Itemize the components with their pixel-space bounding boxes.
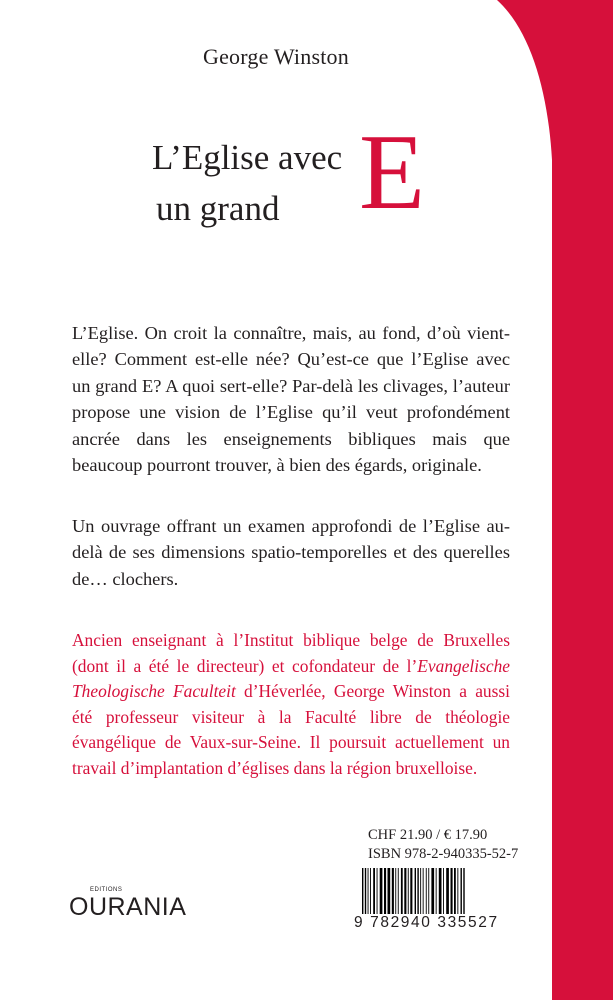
barcode-bar <box>368 868 369 920</box>
author-name: George Winston <box>203 44 349 69</box>
barcode-bar <box>439 868 442 920</box>
barcode-bar <box>377 868 378 920</box>
barcode-bar <box>436 868 437 920</box>
bio-italic-name: Evangelische Theologische Faculteit <box>72 655 510 702</box>
isbn-label: ISBN 978-2-940335-52-7 <box>368 846 519 862</box>
bio-text-1: Ancien enseignant à l’Institut biblique belge de Bruxelles (dont il a été le directeur) et cofondateur de l’ <box>72 630 510 676</box>
title-line-2: un grand <box>156 189 280 228</box>
publisher-logo: OURANIA <box>69 893 187 921</box>
barcode-bar <box>370 868 371 920</box>
title-line-1: L’Eglise avec <box>152 138 343 177</box>
description-paragraph-1: L’Eglise. On croit la connaître, mais, au fond, d’où vient-elle? Comment est-elle née? Qu’est-ce que l’Eglise avec un grand E? A quoi sert-elle? Par-delà les clivages, l’auteur propose une vision de l’Eglise qu’il veut profondément ancrée dans les enseignements bibliques mais que beaucoup pourront trouver, à bien des égards, originale. <box>72 323 510 476</box>
barcode-bar <box>446 868 449 920</box>
barcode-bar <box>373 868 375 920</box>
barcode-bar <box>451 868 453 920</box>
title-big-letter: E <box>359 113 425 232</box>
barcode-bar <box>395 868 396 920</box>
barcode <box>358 868 514 954</box>
barcode-bar <box>428 868 429 920</box>
barcode-bar <box>457 868 458 920</box>
barcode-bar <box>426 868 427 920</box>
author-biography <box>72 628 510 782</box>
barcode-bar <box>388 868 391 920</box>
barcode-bar <box>423 868 424 920</box>
barcode-bar <box>410 868 412 920</box>
barcode-bar <box>443 868 444 920</box>
bio-text-2: d’Héverlée, George Winston a aussi été professeur visiteur à la Faculté libre de théologie évangélique de Vaux-sur-Seine. Il poursuit actuellement un travail d’implantation d’églises dans la région bruxelloise. <box>72 681 510 778</box>
barcode-bar <box>420 868 421 920</box>
barcode-bar <box>454 868 456 920</box>
barcode-bar <box>398 868 399 920</box>
barcode-bar <box>401 868 403 920</box>
barcode-bar <box>408 868 409 920</box>
barcode-number: 9 782940 335527 <box>352 914 518 932</box>
barcode-bar <box>431 868 434 920</box>
description-paragraph-2: Un ouvrage offrant un examen approfondi de l’Eglise au-delà de ses dimensions spatio-temporelles et des querelles de… clochers. <box>72 516 510 589</box>
publisher-small-label: EDITIONS <box>90 887 123 893</box>
price-label: CHF 21.90 / € 17.90 <box>368 827 488 843</box>
barcode-bar <box>392 868 394 920</box>
barcode-bar <box>404 868 406 920</box>
barcode-bar <box>384 868 386 920</box>
barcode-bar <box>380 868 383 920</box>
